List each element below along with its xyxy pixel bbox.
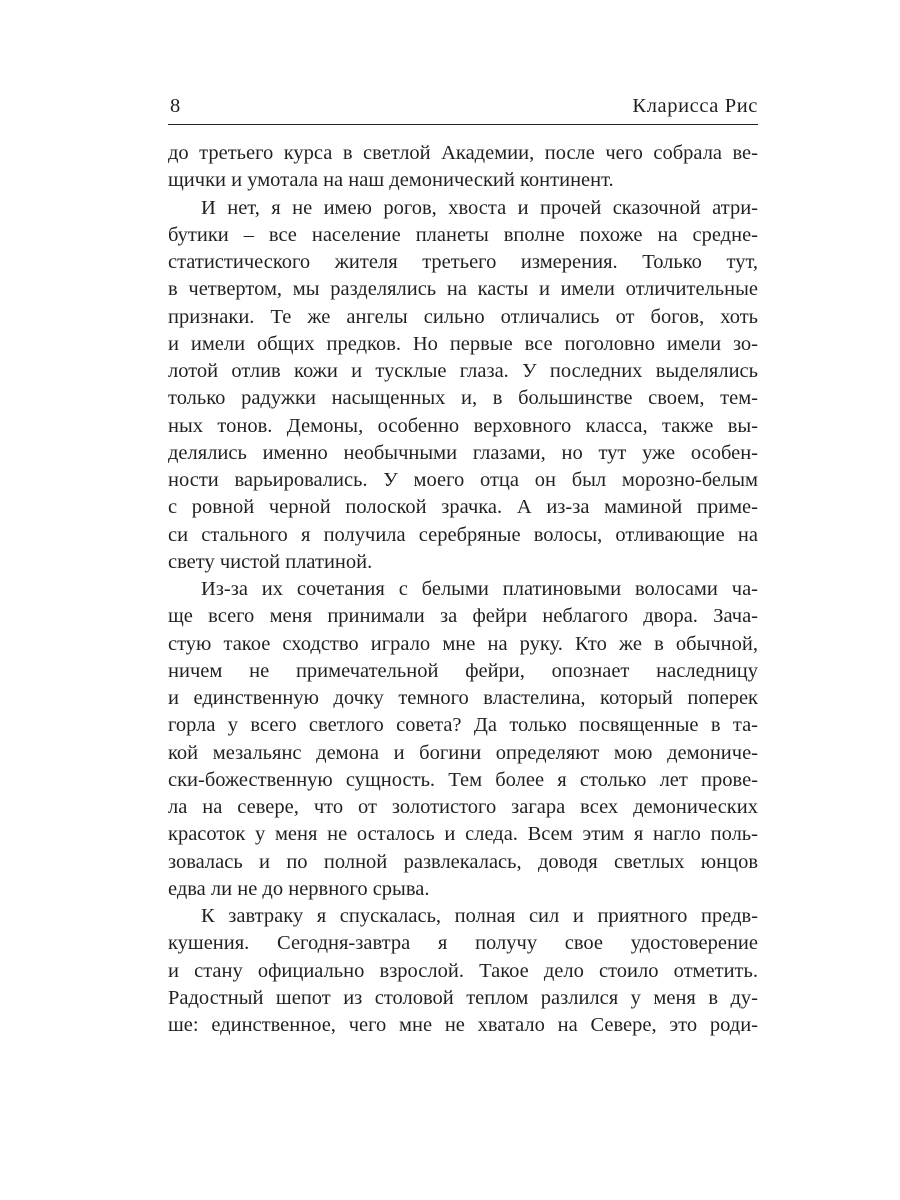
text-line: только радужки насыщенных и, в большинстве своем, тем-: [168, 387, 758, 410]
text-line: кушения. Сегодня-завтра я получу свое удостоверение: [168, 932, 758, 955]
running-head: [168, 88, 758, 125]
page-number: 8: [170, 95, 181, 117]
text-line: делялись именно необычными глазами, но тут уже особен-: [168, 441, 758, 464]
text-line: И нет, я не имею рогов, хвоста и прочей сказочной атри-: [201, 196, 758, 219]
text-line: ла на севере, что от золотистого загара всех демонических: [168, 796, 758, 818]
text-line: стую такое сходство играло мне на руку. Кто же в обычной,: [168, 632, 758, 655]
paragraph: [168, 195, 758, 577]
paragraph: [168, 903, 758, 1039]
body-text: [168, 140, 758, 1039]
text-line: лотой отлив кожи и тусклые глаза. У последних выделялись: [168, 360, 758, 382]
text-line: до третьего курса в светлой Академии, после чего собрала ве-: [168, 142, 758, 164]
text-line: свету чистой платиной.: [168, 550, 373, 573]
text-line: си стального я получила серебряные волосы, отливающие на: [168, 523, 758, 546]
text-line: ски-божественную сущность. Тем более я столько лет прове-: [168, 768, 758, 791]
text-line: бутики – все население планеты вполне похоже на средне-: [168, 223, 758, 246]
text-line: К завтраку я спускалась, полная сил и приятного предв-: [201, 905, 758, 927]
text-line: едва ли не до нервного срыва.: [168, 877, 430, 900]
text-line: красоток у меня не осталось и следа. Всем этим я нагло поль-: [168, 823, 758, 846]
text-line: и имели общих предков. Но первые все поголовно имели зо-: [168, 332, 758, 355]
text-line: ше: единственное, чего мне не хватало на Севере, это роди-: [168, 1014, 758, 1036]
paragraph: [168, 576, 758, 903]
running-title: Кларисса Рис: [632, 95, 758, 117]
text-line: признаки. Те же ангелы сильно отличались от богов, хоть: [168, 305, 758, 328]
book-page: [168, 88, 758, 1039]
text-line: ности варьировались. У моего отца он был морозно-белым: [168, 469, 758, 491]
text-line: горла у всего светлого совета? Да только посвященные в та-: [168, 714, 758, 737]
text-line: статистического жителя третьего измерения. Только тут,: [168, 251, 758, 273]
text-line: и единственную дочку темного властелина, который поперек: [168, 687, 758, 709]
text-line: кой мезальянс демона и богини определяют мою демониче-: [168, 741, 758, 764]
text-line: зовалась и по полной развлекалась, доводя светлых юнцов: [168, 850, 758, 873]
text-line: с ровной черной полоской зрачка. А из-за маминой приме-: [168, 496, 758, 519]
text-line: ных тонов. Демоны, особенно верховного класса, также вы-: [168, 414, 758, 437]
text-line: ще всего меня принимали за фейри неблагого двора. Зача-: [168, 605, 758, 628]
text-line: щички и умотала на наш демонический континент.: [168, 169, 614, 192]
text-line: и стану официально взрослой. Такое дело стоило отметить.: [168, 959, 758, 982]
paragraph: [168, 140, 758, 195]
text-line: в четвертом, мы разделялись на касты и имели отличительные: [168, 278, 758, 301]
text-line: Из-за их сочетания с белыми платиновыми волосами ча-: [201, 578, 758, 600]
text-line: Радостный шепот из столовой теплом разлился у меня в ду-: [168, 986, 758, 1009]
text-line: ничем не примечательной фейри, опознает наследницу: [168, 659, 758, 682]
